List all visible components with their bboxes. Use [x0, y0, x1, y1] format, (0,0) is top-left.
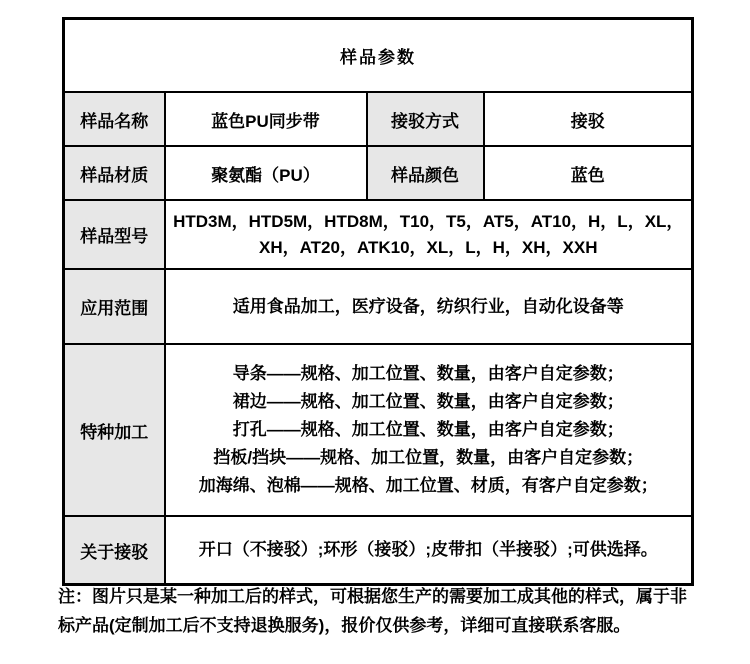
cell-joint-method-value: 接驳: [484, 92, 693, 146]
special-processing-line: 裙边——规格、加工位置、数量，由客户自定参数；: [232, 392, 624, 411]
cell-sample-name-value: 蓝色PU同步带: [165, 92, 367, 146]
footer-note: 注：图片只是某一种加工后的样式，可根据您生产的需要加工成其他的样式，属于非标产品(定制加工后不支持退换服务)，报价仅供参考，详细可直接联系客服。: [58, 587, 687, 635]
table-title-row: [64, 19, 693, 93]
row-label-sample-name: 样品名称: [64, 92, 165, 146]
table-row: [64, 269, 693, 344]
row-label-sample-color: 样品颜色: [367, 146, 484, 200]
table-row: [64, 516, 693, 585]
cell-about-joint-value: 开口（不接驳）;环形（接驳）;皮带扣（半接驳）;可供选择。: [165, 516, 693, 585]
row-label-joint-method: 接驳方式: [367, 92, 484, 146]
spec-table: [62, 17, 694, 586]
table-row: [64, 146, 693, 200]
row-label-special-processing: 特种加工: [64, 344, 165, 516]
special-processing-line: 打孔——规格、加工位置、数量，由客户自定参数；: [232, 420, 624, 439]
row-label-application-scope: 应用范围: [64, 269, 165, 344]
row-label-sample-model: 样品型号: [64, 200, 165, 269]
cell-application-scope-value: 适用食品加工，医疗设备，纺织行业，自动化设备等: [165, 269, 693, 344]
table-row: [64, 92, 693, 146]
table-title: 样品参数: [64, 19, 693, 93]
special-processing-line: 导条——规格、加工位置、数量，由客户自定参数；: [232, 364, 624, 383]
cell-sample-material-value: 聚氨酯（PU）: [165, 146, 367, 200]
table-row: [64, 200, 693, 269]
special-processing-line: 挡板/挡块——规格、加工位置，数量，由客户自定参数；: [213, 448, 644, 467]
table-row: [64, 344, 693, 516]
cell-sample-color-value: 蓝色: [484, 146, 693, 200]
special-processing-line: 加海绵、泡棉——规格、加工位置、材质，有客户自定参数；: [198, 476, 658, 495]
cell-special-processing-value: [165, 344, 693, 516]
cell-sample-model-value: HTD3M，HTD5M，HTD8M，T10，T5，AT5，AT10，H，L，XL，XH，AT20，ATK10，XL，L，H，XH，XXH: [165, 200, 693, 269]
row-label-sample-material: 样品材质: [64, 146, 165, 200]
row-label-about-joint: 关于接驳: [64, 516, 165, 585]
